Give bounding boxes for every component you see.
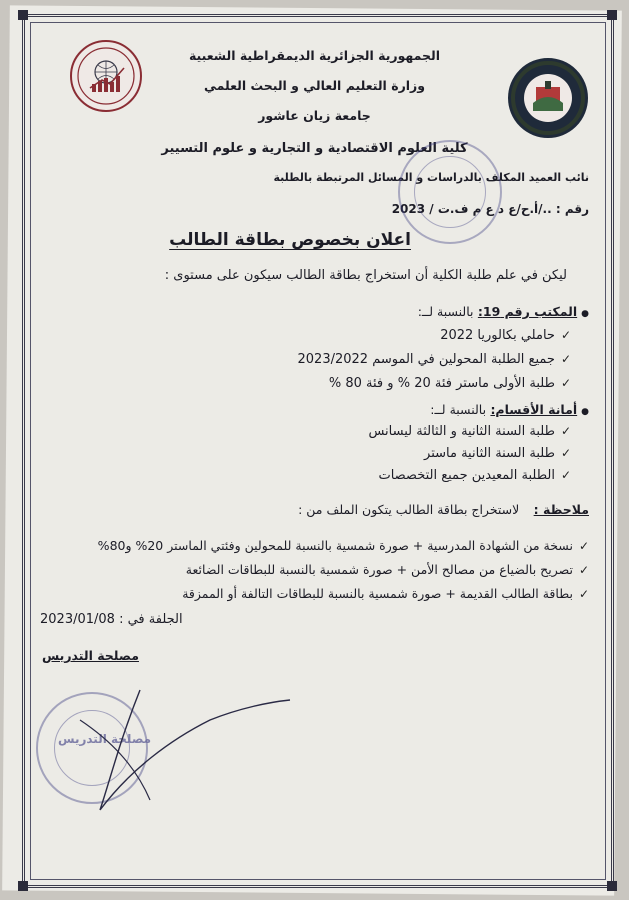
list-item: [378, 468, 571, 483]
date-value: 2023/01/08: [40, 612, 115, 627]
list-item-text: تصريح بالضياع من مصالح الأمن + صورة شمسية بالنسبة للبطاقات الضائعة: [185, 562, 573, 577]
list-item-text: الطلبة المعيدين جميع التخصصات: [378, 468, 555, 483]
list-item-text: جميع الطلبة المحولين في الموسم 2023/2022: [297, 352, 555, 367]
check-icon: ✓: [578, 563, 589, 577]
section-office-19: [418, 304, 589, 319]
section-departments-suffix: بالنسبة لــ:: [430, 402, 487, 417]
reference-number: رقم : ../أ.ح/ع د ع م ف.ت / 2023: [391, 202, 589, 216]
check-icon: ✓: [560, 424, 571, 438]
official-stamp: [398, 140, 502, 244]
list-item-text: طلبة السنة الثانية ماستر: [424, 446, 555, 461]
list-item: [368, 424, 571, 439]
issue-date: [40, 612, 183, 627]
signature-title: مصلحة التدريس: [42, 648, 139, 663]
bullet-icon: ●: [581, 309, 589, 319]
section-departments-label: أمانة الأقسام:: [490, 402, 578, 417]
check-icon: ✓: [560, 352, 571, 366]
official-stamp-inner: [414, 156, 486, 228]
list-item-text: طلبة السنة الثانية و الثالثة ليسانس: [368, 424, 555, 439]
note-label: ملاحظة :: [533, 502, 589, 517]
note: [298, 502, 589, 517]
section-office-19-suffix: بالنسبة لــ:: [417, 304, 474, 319]
check-icon: ✓: [560, 468, 571, 482]
list-item: [186, 562, 589, 577]
check-icon: ✓: [578, 539, 589, 553]
ministry-name: وزارة التعليم العالي و البحث العلمي: [203, 78, 426, 93]
note-text: لاستخراج بطاقة الطالب يتكون الملف من :: [298, 502, 520, 517]
faculty-name: كلية العلوم الاقتصادية و التجارية و علوم التسيير: [161, 141, 468, 156]
check-icon: ✓: [560, 376, 571, 390]
bullet-icon: ●: [581, 407, 589, 417]
list-item-text: بطاقة الطالب القديمة + صورة شمسية بالنسبة للبطاقات التالفة أو الممزقة: [182, 586, 573, 601]
department-stamp-text: مصلحة التدريس: [58, 732, 152, 746]
check-icon: ✓: [560, 328, 571, 342]
check-icon: ✓: [560, 446, 571, 460]
list-item-text: نسخة من الشهادة المدرسية + صورة شمسية بالنسبة للمحولين وفئتي الماستر 20% و80%: [97, 538, 573, 553]
list-item: [298, 352, 572, 367]
list-item-text: طلبة الأولى ماستر فئة 20 % و فئة 80 %: [328, 376, 555, 391]
section-departments: [430, 402, 589, 417]
vice-dean-title: نائب العميد المكلف بالدراسات و المسائل المرتبطة بالطلبة: [273, 171, 589, 184]
list-item: [424, 446, 571, 461]
university-name: جامعة زيان عاشور: [258, 108, 371, 123]
section-office-19-label: المكتب رقم 19:: [477, 304, 578, 319]
list-item: [329, 376, 571, 391]
list-item-text: حاملي بكالوريا 2022: [440, 328, 555, 343]
handwritten-signature: [40, 680, 300, 830]
list-item: [98, 538, 589, 553]
list-item: [440, 328, 571, 343]
check-icon: ✓: [578, 587, 589, 601]
announcement-title: اعلان بخصوص بطاقة الطالب: [169, 230, 411, 250]
date-label: الجلفة في :: [119, 612, 183, 627]
list-item: [182, 586, 589, 601]
intro-text: ليكن في علم طلبة الكلية أن استخراج بطاقة الطالب سيكون على مستوى :: [164, 268, 567, 283]
republic-name: الجمهورية الجزائرية الديمقراطية الشعبية: [188, 48, 441, 63]
